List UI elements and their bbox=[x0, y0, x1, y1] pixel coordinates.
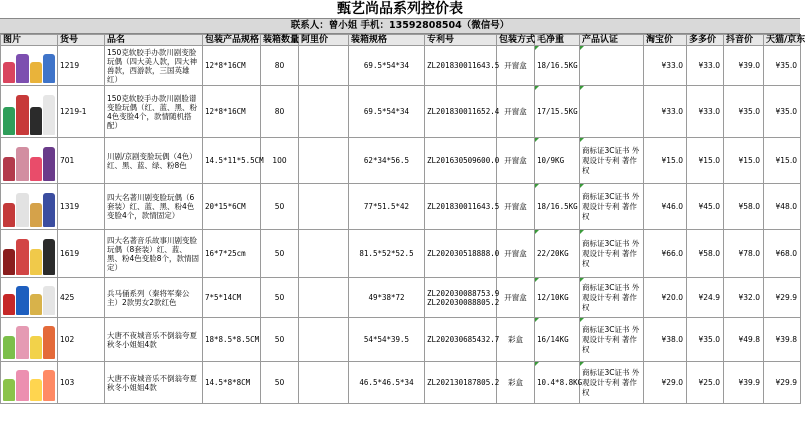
tmall-price-cell[interactable]: ¥35.0 bbox=[764, 46, 801, 86]
product-photo bbox=[1, 185, 57, 229]
tmall-price-cell[interactable]: ¥39.8 bbox=[764, 318, 801, 362]
patent-cell[interactable]: ZL202030088753.9 ZL202030088805.2 bbox=[425, 278, 497, 318]
col-header-carton[interactable]: 装箱规格 bbox=[349, 35, 425, 46]
douyin-price-cell[interactable]: ¥39.0 bbox=[724, 46, 764, 86]
qty-cell[interactable]: 50 bbox=[261, 318, 299, 362]
qty-cell[interactable]: 50 bbox=[261, 362, 299, 404]
table-row[interactable] bbox=[1, 362, 801, 404]
product-name-cell[interactable]: 大唐不夜城音乐不倒翁夸夏秋冬小姐姐4款 bbox=[105, 318, 203, 362]
taobao-price-cell[interactable]: ¥20.0 bbox=[644, 278, 687, 318]
patent-cell[interactable]: ZL201830011643.5 bbox=[425, 46, 497, 86]
error-indicator-icon bbox=[535, 278, 539, 282]
ali-price-cell[interactable] bbox=[299, 318, 349, 362]
product-figure bbox=[3, 294, 15, 314]
pkg-size-cell[interactable]: 12*8*16CM bbox=[203, 86, 261, 138]
col-header-duoduo[interactable]: 多多价 bbox=[687, 35, 724, 46]
product-figure bbox=[16, 147, 28, 181]
pack-type-cell[interactable]: 彩盒 bbox=[497, 362, 535, 404]
tmall-price-cell[interactable]: ¥68.0 bbox=[764, 230, 801, 278]
table-row[interactable] bbox=[1, 46, 801, 86]
pkg-size-cell[interactable]: 16*7*25cm bbox=[203, 230, 261, 278]
carton-size-cell[interactable]: 81.5*52*52.5 bbox=[349, 230, 425, 278]
product-figure bbox=[43, 239, 55, 275]
product-figure bbox=[3, 379, 15, 401]
qty-cell[interactable]: 80 bbox=[261, 46, 299, 86]
taobao-price-cell[interactable]: ¥33.0 bbox=[644, 86, 687, 138]
sku-cell[interactable]: 1619 bbox=[58, 230, 105, 278]
taobao-price-cell[interactable]: ¥66.0 bbox=[644, 230, 687, 278]
error-indicator-icon bbox=[535, 362, 539, 366]
product-photo-cell[interactable] bbox=[1, 138, 58, 184]
product-name-cell[interactable]: 大唐不夜城音乐不倒翁夸夏秋冬小姐姐4款 bbox=[105, 362, 203, 404]
douyin-price-cell[interactable]: ¥35.0 bbox=[724, 86, 764, 138]
product-name-cell[interactable]: 四大名著川剧变脸玩偶（6套装）红、蓝、黑、粉4色变脸4个，款情固定） bbox=[105, 184, 203, 230]
product-figure bbox=[43, 326, 55, 358]
carton-size-cell[interactable]: 49*38*72 bbox=[349, 278, 425, 318]
product-figure bbox=[3, 62, 15, 82]
error-indicator-icon bbox=[580, 318, 584, 322]
product-figure bbox=[30, 62, 42, 82]
contact-line: 联系人：曾小姐 手机：13592808504（微信号） bbox=[0, 19, 800, 34]
table-row[interactable] bbox=[1, 318, 801, 362]
weight-cell[interactable]: 17/15.5KG bbox=[535, 86, 580, 138]
product-photo-cell[interactable] bbox=[1, 362, 58, 404]
pkg-size-cell[interactable]: 14.5*11*5.5CM bbox=[203, 138, 261, 184]
product-figure bbox=[43, 193, 55, 227]
product-name-cell[interactable]: 川剧/京剧变脸玩偶（4色）红、黑、蓝、绿、粉8色 bbox=[105, 138, 203, 184]
product-photo-cell[interactable] bbox=[1, 278, 58, 318]
col-header-pkg-size[interactable]: 包装产品规格 bbox=[203, 35, 261, 46]
error-indicator-icon bbox=[580, 362, 584, 366]
product-figure bbox=[16, 95, 28, 134]
cert-cell[interactable]: 商标证3C证书 外观设计专利 著作权 bbox=[580, 278, 644, 318]
product-photo bbox=[1, 139, 57, 183]
douyin-price-cell[interactable]: ¥15.0 bbox=[724, 138, 764, 184]
product-figure bbox=[30, 107, 42, 135]
douyin-price-cell[interactable]: ¥78.0 bbox=[724, 230, 764, 278]
product-figure bbox=[43, 54, 55, 83]
duoduo-price-cell[interactable]: ¥25.0 bbox=[687, 362, 724, 404]
table-row[interactable] bbox=[1, 184, 801, 230]
col-header-patent[interactable]: 专利号 bbox=[425, 35, 497, 46]
product-photo bbox=[1, 47, 57, 85]
duoduo-price-cell[interactable]: ¥24.9 bbox=[687, 278, 724, 318]
sheet-title: 甄艺尚品系列控价表 bbox=[0, 0, 800, 19]
product-figure bbox=[30, 379, 42, 401]
tmall-price-cell[interactable]: ¥48.0 bbox=[764, 184, 801, 230]
douyin-price-cell[interactable]: ¥39.9 bbox=[724, 362, 764, 404]
weight-cell[interactable]: 10.4*8.8KG bbox=[535, 362, 580, 404]
error-indicator-icon bbox=[535, 138, 539, 142]
error-indicator-icon bbox=[535, 46, 539, 50]
cert-cell[interactable]: 商标证3C证书 外观设计专利 著作权 bbox=[580, 184, 644, 230]
product-figure bbox=[3, 336, 15, 359]
patent-cell[interactable]: ZL201630509600.0 bbox=[425, 138, 497, 184]
product-figure bbox=[43, 370, 55, 401]
product-figure bbox=[30, 336, 42, 359]
pkg-size-cell[interactable]: 20*15*6CM bbox=[203, 184, 261, 230]
error-indicator-icon bbox=[535, 184, 539, 188]
ali-price-cell[interactable] bbox=[299, 138, 349, 184]
product-name-cell[interactable]: 兵马俑系列（秦将军秦公主）2款男女2款红色 bbox=[105, 278, 203, 318]
patent-cell[interactable]: ZL202030685432.7 bbox=[425, 318, 497, 362]
product-figure bbox=[3, 203, 15, 227]
patent-cell[interactable]: ZL202030518888.0 bbox=[425, 230, 497, 278]
weight-cell[interactable]: 16/14KG bbox=[535, 318, 580, 362]
pkg-size-cell[interactable]: 12*8*16CM bbox=[203, 46, 261, 86]
qty-cell[interactable]: 50 bbox=[261, 278, 299, 318]
cert-cell[interactable] bbox=[580, 86, 644, 138]
ali-price-cell[interactable] bbox=[299, 184, 349, 230]
cert-cell[interactable]: 商标证3C证书 外观设计专利 著作权 bbox=[580, 318, 644, 362]
carton-size-cell[interactable]: 69.5*54*34 bbox=[349, 86, 425, 138]
duoduo-price-cell[interactable]: ¥33.0 bbox=[687, 46, 724, 86]
product-figure bbox=[16, 239, 28, 275]
douyin-price-cell[interactable]: ¥58.0 bbox=[724, 184, 764, 230]
product-figure bbox=[3, 157, 15, 181]
price-table bbox=[0, 34, 805, 404]
col-header-cert[interactable]: 产品认证 bbox=[580, 35, 644, 46]
product-figure bbox=[16, 54, 28, 83]
product-photo-cell[interactable] bbox=[1, 46, 58, 86]
error-indicator-icon bbox=[535, 86, 539, 90]
sku-cell[interactable]: 1219-1 bbox=[58, 86, 105, 138]
duoduo-price-cell[interactable]: ¥45.0 bbox=[687, 184, 724, 230]
pkg-size-cell[interactable]: 14.5*8*8CM bbox=[203, 362, 261, 404]
col-header-ali-price[interactable]: 阿里价 bbox=[299, 35, 349, 46]
taobao-price-cell[interactable]: ¥33.0 bbox=[644, 46, 687, 86]
product-figure bbox=[16, 286, 28, 315]
taobao-price-cell[interactable]: ¥29.0 bbox=[644, 362, 687, 404]
cert-cell[interactable]: 商标证3C证书 外观设计专利 著作权 bbox=[580, 230, 644, 278]
product-figure bbox=[30, 249, 42, 274]
col-header-pack[interactable]: 包装方式 bbox=[497, 35, 535, 46]
product-figure bbox=[16, 326, 28, 358]
product-name-cell[interactable]: 四大名著音乐故事川剧变脸玩偶（8套装）红、蓝、黑、粉4色变脸8个，款情固定） bbox=[105, 230, 203, 278]
product-figure bbox=[3, 107, 15, 135]
product-photo bbox=[1, 87, 57, 137]
sku-cell[interactable]: 103 bbox=[58, 362, 105, 404]
pkg-size-cell[interactable]: 7*5*14CM bbox=[203, 278, 261, 318]
cert-cell[interactable] bbox=[580, 46, 644, 86]
patent-cell[interactable]: ZL202130187805.2 bbox=[425, 362, 497, 404]
ali-price-cell[interactable] bbox=[299, 362, 349, 404]
douyin-price-cell[interactable]: ¥49.8 bbox=[724, 318, 764, 362]
product-photo-cell[interactable] bbox=[1, 230, 58, 278]
col-header-weight[interactable]: 毛净重 bbox=[535, 35, 580, 46]
cert-cell[interactable]: 商标证3C证书 外观设计专利 著作权 bbox=[580, 138, 644, 184]
taobao-price-cell[interactable]: ¥46.0 bbox=[644, 184, 687, 230]
product-photo-cell[interactable] bbox=[1, 318, 58, 362]
pack-type-cell[interactable]: 开窗盒 bbox=[497, 138, 535, 184]
duoduo-price-cell[interactable]: ¥58.0 bbox=[687, 230, 724, 278]
taobao-price-cell[interactable]: ¥15.0 bbox=[644, 138, 687, 184]
product-name-cell[interactable]: 150克软胶手办款川剧脸谱变脸玩偶（红、蓝、黑、粉4色变脸4个，款情随机搭配） bbox=[105, 86, 203, 138]
error-indicator-icon bbox=[580, 138, 584, 142]
pack-type-cell[interactable]: 开窗盒 bbox=[497, 184, 535, 230]
col-header-taobao[interactable]: 淘宝价 bbox=[644, 35, 687, 46]
pack-type-cell[interactable]: 开窗盒 bbox=[497, 86, 535, 138]
pack-type-cell[interactable]: 开窗盒 bbox=[497, 46, 535, 86]
error-indicator-icon bbox=[580, 86, 584, 90]
product-figure bbox=[16, 193, 28, 227]
tmall-price-cell[interactable]: ¥29.9 bbox=[764, 278, 801, 318]
qty-cell[interactable]: 50 bbox=[261, 230, 299, 278]
product-figure bbox=[30, 203, 42, 227]
product-figure bbox=[30, 294, 42, 314]
product-name-cell[interactable]: 150克软胶手办款川剧变脸玩偶（四大美人款，四大神兽款，西游款，三国英雄红） bbox=[105, 46, 203, 86]
sku-cell[interactable]: 1319 bbox=[58, 184, 105, 230]
error-indicator-icon bbox=[535, 318, 539, 322]
col-header-douyin[interactable]: 抖音价 bbox=[724, 35, 764, 46]
product-photo-cell[interactable] bbox=[1, 86, 58, 138]
pack-type-cell[interactable]: 彩盒 bbox=[497, 318, 535, 362]
douyin-price-cell[interactable]: ¥32.0 bbox=[724, 278, 764, 318]
tmall-price-cell[interactable]: ¥29.9 bbox=[764, 362, 801, 404]
qty-cell[interactable]: 50 bbox=[261, 184, 299, 230]
product-photo bbox=[1, 231, 57, 277]
carton-size-cell[interactable]: 62*34*56.5 bbox=[349, 138, 425, 184]
col-header-qty[interactable]: 装箱数量 bbox=[261, 35, 299, 46]
product-figure bbox=[16, 370, 28, 401]
error-indicator-icon bbox=[580, 230, 584, 234]
carton-size-cell[interactable]: 46.5*46.5*34 bbox=[349, 362, 425, 404]
sku-cell[interactable]: 425 bbox=[58, 278, 105, 318]
ali-price-cell[interactable] bbox=[299, 46, 349, 86]
ali-price-cell[interactable] bbox=[299, 86, 349, 138]
col-header-tmall[interactable]: 天猫/京东 bbox=[764, 35, 801, 46]
duoduo-price-cell[interactable]: ¥35.0 bbox=[687, 318, 724, 362]
qty-cell[interactable]: 100 bbox=[261, 138, 299, 184]
product-figure bbox=[43, 95, 55, 134]
weight-cell[interactable]: 18/16.5KG bbox=[535, 184, 580, 230]
header-row bbox=[1, 35, 801, 46]
tmall-price-cell[interactable]: ¥35.0 bbox=[764, 86, 801, 138]
duoduo-price-cell[interactable]: ¥15.0 bbox=[687, 138, 724, 184]
product-figure bbox=[43, 286, 55, 315]
patent-cell[interactable]: ZL201830011652.4 bbox=[425, 86, 497, 138]
product-figure bbox=[3, 249, 15, 274]
table-row[interactable] bbox=[1, 278, 801, 318]
pack-type-cell[interactable]: 开窗盒 bbox=[497, 278, 535, 318]
col-header-sku[interactable]: 货号 bbox=[58, 35, 105, 46]
table-row[interactable] bbox=[1, 230, 801, 278]
product-photo bbox=[1, 363, 57, 403]
sku-cell[interactable]: 701 bbox=[58, 138, 105, 184]
ali-price-cell[interactable] bbox=[299, 230, 349, 278]
col-header-image[interactable]: 图片 bbox=[1, 35, 58, 46]
table-row[interactable] bbox=[1, 138, 801, 184]
carton-size-cell[interactable]: 77*51.5*42 bbox=[349, 184, 425, 230]
cert-cell[interactable]: 商标证3C证书 外观设计专利 著作权 bbox=[580, 362, 644, 404]
sku-cell[interactable]: 102 bbox=[58, 318, 105, 362]
pack-type-cell[interactable]: 开窗盒 bbox=[497, 230, 535, 278]
product-photo-cell[interactable] bbox=[1, 184, 58, 230]
taobao-price-cell[interactable]: ¥38.0 bbox=[644, 318, 687, 362]
product-figure bbox=[43, 147, 55, 181]
col-header-name[interactable]: 品名 bbox=[105, 35, 203, 46]
table-row[interactable] bbox=[1, 86, 801, 138]
weight-cell[interactable]: 10/9KG bbox=[535, 138, 580, 184]
product-figure bbox=[30, 157, 42, 181]
duoduo-price-cell[interactable]: ¥33.0 bbox=[687, 86, 724, 138]
carton-size-cell[interactable]: 69.5*54*34 bbox=[349, 46, 425, 86]
sku-cell[interactable]: 1219 bbox=[58, 46, 105, 86]
tmall-price-cell[interactable]: ¥15.0 bbox=[764, 138, 801, 184]
carton-size-cell[interactable]: 54*54*39.5 bbox=[349, 318, 425, 362]
product-photo bbox=[1, 279, 57, 317]
qty-cell[interactable]: 80 bbox=[261, 86, 299, 138]
ali-price-cell[interactable] bbox=[299, 278, 349, 318]
weight-cell[interactable]: 12/10KG bbox=[535, 278, 580, 318]
error-indicator-icon bbox=[580, 278, 584, 282]
weight-cell[interactable]: 18/16.5KG bbox=[535, 46, 580, 86]
error-indicator-icon bbox=[580, 46, 584, 50]
error-indicator-icon bbox=[535, 230, 539, 234]
product-photo bbox=[1, 319, 57, 361]
patent-cell[interactable]: ZL201830011643.5 bbox=[425, 184, 497, 230]
error-indicator-icon bbox=[580, 184, 584, 188]
weight-cell[interactable]: 22/20KG bbox=[535, 230, 580, 278]
pkg-size-cell[interactable]: 18*8.5*8.5CM bbox=[203, 318, 261, 362]
